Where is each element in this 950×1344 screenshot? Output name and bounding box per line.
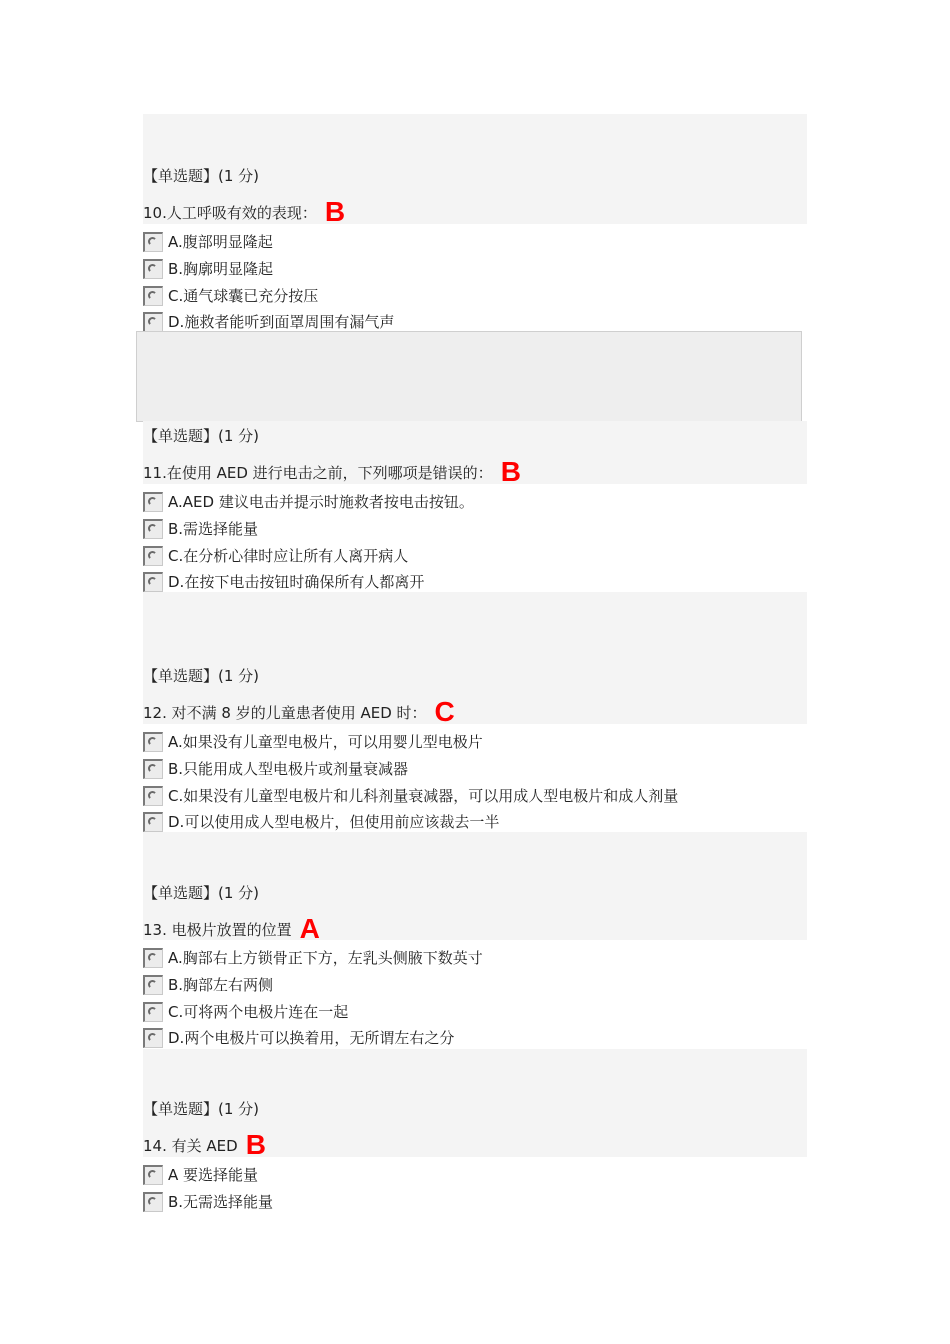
option-row[interactable] (143, 755, 408, 779)
option-label: D.可以使用成人型电极片，但使用前应该裁去一半 (168, 813, 500, 831)
radio-button[interactable] (143, 1028, 163, 1048)
option-label: A.胸部右上方锁骨正下方，左乳头侧腋下数英寸 (168, 949, 483, 967)
option-label: A.AED 建议电击并提示时施救者按电击按钮。 (168, 493, 474, 511)
question-stem: 13. 电极片放置的位置 (143, 921, 292, 939)
option-row[interactable] (143, 971, 273, 995)
answer-mark: B (500, 456, 521, 487)
empty-frame (136, 331, 802, 422)
radio-button[interactable] (143, 259, 163, 279)
question-text (143, 698, 455, 726)
radio-button[interactable] (143, 232, 163, 252)
option-label: D.两个电极片可以换着用，无所谓左右之分 (168, 1029, 455, 1047)
option-row[interactable] (143, 515, 258, 539)
option-label: A.腹部明显隆起 (168, 233, 273, 251)
option-label: C.可将两个电极片连在一起 (168, 1003, 349, 1021)
radio-button[interactable] (143, 492, 163, 512)
radio-button[interactable] (143, 286, 163, 306)
radio-button[interactable] (143, 786, 163, 806)
option-label: C.如果没有儿童型电极片和儿科剂量衰减器，可以用成人型电极片和成人剂量 (168, 787, 679, 805)
option-label: B.需选择能量 (168, 520, 259, 538)
option-row[interactable] (143, 808, 499, 832)
radio-button[interactable] (143, 732, 163, 752)
option-label: B.胸部左右两侧 (168, 976, 274, 994)
radio-button[interactable] (143, 519, 163, 539)
option-row[interactable] (143, 542, 408, 566)
option-label: D.施救者能听到面罩周围有漏气声 (168, 313, 395, 331)
answer-mark: C (434, 696, 455, 727)
option-row[interactable] (143, 568, 424, 592)
question-stem: 11.在使用 AED 进行电击之前，下列哪项是错误的： (143, 464, 493, 482)
option-row[interactable] (143, 282, 318, 306)
option-row[interactable] (143, 228, 273, 252)
option-label: B.只能用成人型电极片或剂量衰减器 (168, 760, 409, 778)
question-text (143, 458, 521, 486)
option-label: C.在分析心律时应让所有人离开病人 (168, 547, 409, 565)
option-row[interactable] (143, 1161, 258, 1185)
option-row[interactable] (143, 1024, 454, 1048)
option-row[interactable] (143, 782, 678, 806)
radio-button[interactable] (143, 1165, 163, 1185)
question-type-label: 【单选题】(1 分) (143, 427, 260, 445)
option-label: B.无需选择能量 (168, 1193, 274, 1211)
option-row[interactable] (143, 308, 394, 332)
question-type-label: 【单选题】(1 分) (143, 1100, 260, 1118)
question-text (143, 915, 320, 943)
question-stem: 14. 有关 AED (143, 1137, 238, 1155)
option-row[interactable] (143, 488, 474, 512)
answer-mark: B (324, 196, 346, 227)
option-row[interactable] (143, 998, 348, 1022)
radio-button[interactable] (143, 1192, 163, 1212)
option-row[interactable] (143, 255, 273, 279)
option-row[interactable] (143, 944, 483, 968)
option-label: A.如果没有儿童型电极片，可以用婴儿型电极片 (168, 733, 483, 751)
radio-button[interactable] (143, 1002, 163, 1022)
question-stem: 10.人工呼吸有效的表现： (143, 204, 317, 222)
radio-button[interactable] (143, 975, 163, 995)
radio-button[interactable] (143, 546, 163, 566)
question-text (143, 1131, 266, 1159)
question-type-label: 【单选题】(1 分) (143, 167, 260, 185)
option-label: C.通气球囊已充分按压 (168, 287, 319, 305)
answer-mark: A (299, 913, 320, 944)
question-type-label: 【单选题】(1 分) (143, 667, 260, 685)
option-label: D.在按下电击按钮时确保所有人都离开 (168, 573, 425, 591)
option-label: A 要选择能量 (168, 1166, 259, 1184)
option-row[interactable] (143, 1188, 273, 1212)
radio-button[interactable] (143, 948, 163, 968)
option-label: B.胸廓明显隆起 (168, 260, 274, 278)
radio-button[interactable] (143, 759, 163, 779)
radio-button[interactable] (143, 812, 163, 832)
question-stem: 12. 对不满 8 岁的儿童患者使用 AED 时： (143, 704, 427, 722)
radio-button[interactable] (143, 572, 163, 592)
answer-mark: B (245, 1129, 266, 1160)
option-row[interactable] (143, 728, 483, 752)
question-text (143, 198, 345, 226)
radio-button[interactable] (143, 312, 163, 332)
question-type-label: 【单选题】(1 分) (143, 884, 260, 902)
